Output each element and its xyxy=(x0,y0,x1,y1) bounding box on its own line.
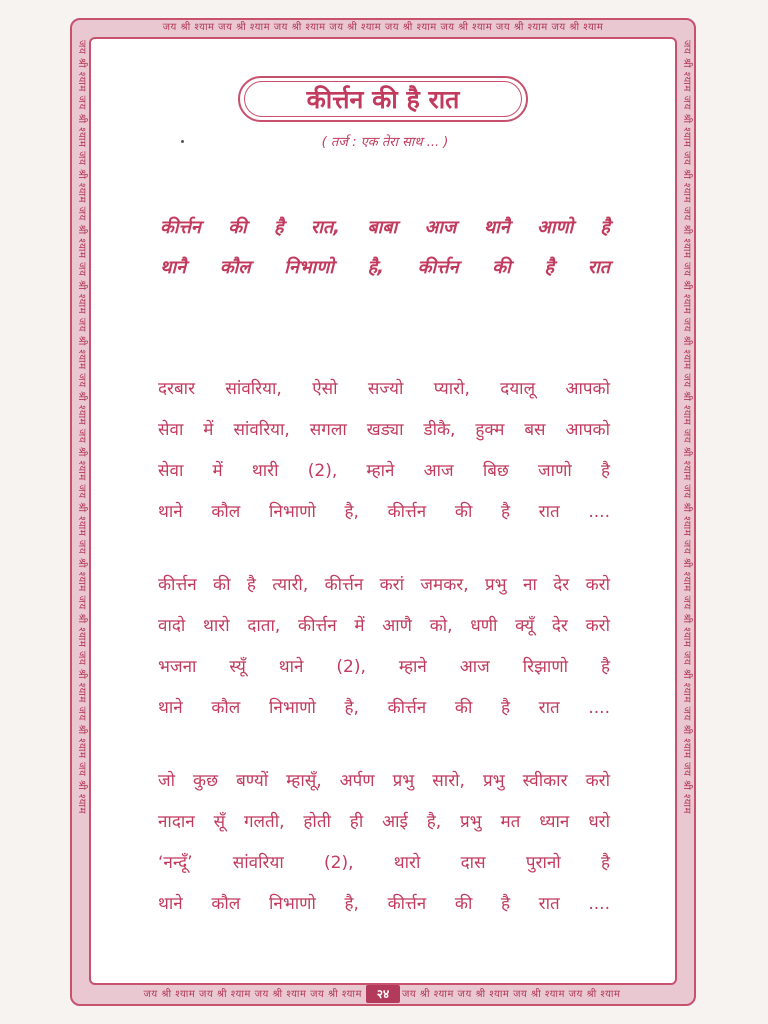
tune-subtitle: ( तर्ज : एक तेरा साथ ... ) xyxy=(321,135,449,150)
stanza-line: ‘नन्दूँ’ सांवरिया (2), थारो दास पुरानो है xyxy=(158,853,610,873)
chorus xyxy=(160,212,610,292)
stray-dot xyxy=(181,140,184,143)
page-number: २४ xyxy=(366,985,400,1003)
stanza-line: थाने कौल निभाणो है, कीर्त्तन की है रात .... xyxy=(158,894,610,914)
stanza-line: दरबार सांवरिया, ऐसो सज्यो प्यारो, दयालू आपको xyxy=(158,379,610,399)
stanza-line: वादो थारो दाता, कीर्त्तन में आणै को, धणी क्यूँ देर करो xyxy=(158,616,610,636)
stanza-1 xyxy=(158,372,610,536)
stanza-line: भजना स्यूँ थाने (2), म्हाने आज रिझाणो है xyxy=(158,657,610,677)
border-text-bottom-right: जय श्री श्याम जय श्री श्याम जय श्री श्याम जय श्री श्याम xyxy=(402,989,621,1000)
stanza-2 xyxy=(158,568,610,732)
chorus-line: थानै कौल निभाणो है, कीर्त्तन की है रात xyxy=(160,257,610,278)
stanza-line: नादान सूँ गलती, होती ही आई है, प्रभु मत ध्यान धरो xyxy=(158,812,610,832)
title-frame xyxy=(238,76,528,122)
chorus-line: कीर्त्तन की है रात, बाबा आज थानै आणो है xyxy=(160,217,610,238)
stanza-line: थाने कौल निभाणो है, कीर्त्तन की है रात .... xyxy=(158,502,610,522)
border-text-top: जय श्री श्याम जय श्री श्याम जय श्री श्याम जय श्री श्याम जय श्री श्याम जय श्री श्याम जय श्री श्याम जय श्री श्याम xyxy=(162,22,604,33)
border-text-bottom-left: जय श्री श्याम जय श्री श्याम जय श्री श्याम जय श्री श्याम xyxy=(143,989,362,1000)
stanza-3 xyxy=(158,764,610,928)
page-title: कीर्त्तन की है रात xyxy=(244,81,522,117)
border-text-left: जय श्री श्याम जय श्री श्याम जय श्री श्याम जय श्री श्याम जय श्री श्याम जय श्री श्याम जय श्री श्याम जय श्री श्याम जय श्री श्याम जय श्री श्याम जय श्री श्याम जय श्री श्याम जय श्री श्याम जय श्री श्याम xyxy=(76,40,87,814)
stanza-line: सेवा में थारी (2), म्हाने आज बिछ जाणो है xyxy=(158,461,610,481)
border-text-right: जय श्री श्याम जय श्री श्याम जय श्री श्याम जय श्री श्याम जय श्री श्याम जय श्री श्याम जय श्री श्याम जय श्री श्याम जय श्री श्याम जय श्री श्याम जय श्री श्याम जय श्री श्याम जय श्री श्याम जय श्री श्याम xyxy=(681,40,692,814)
stanza-line: जो कुछ बण्यों म्हासूँ, अर्पण प्रभु सारो, प्रभु स्वीकार करो xyxy=(158,771,610,791)
stanza-line: कीर्त्तन की है त्यारी, कीर्त्तन करां जमकर, प्रभु ना देर करो xyxy=(158,575,610,595)
stanza-line: थाने कौल निभाणो है, कीर्त्तन की है रात .... xyxy=(158,698,610,718)
stanza-line: सेवा में सांवरिया, सगला खड्या डीकै, हुक्म बस आपको xyxy=(158,420,610,440)
